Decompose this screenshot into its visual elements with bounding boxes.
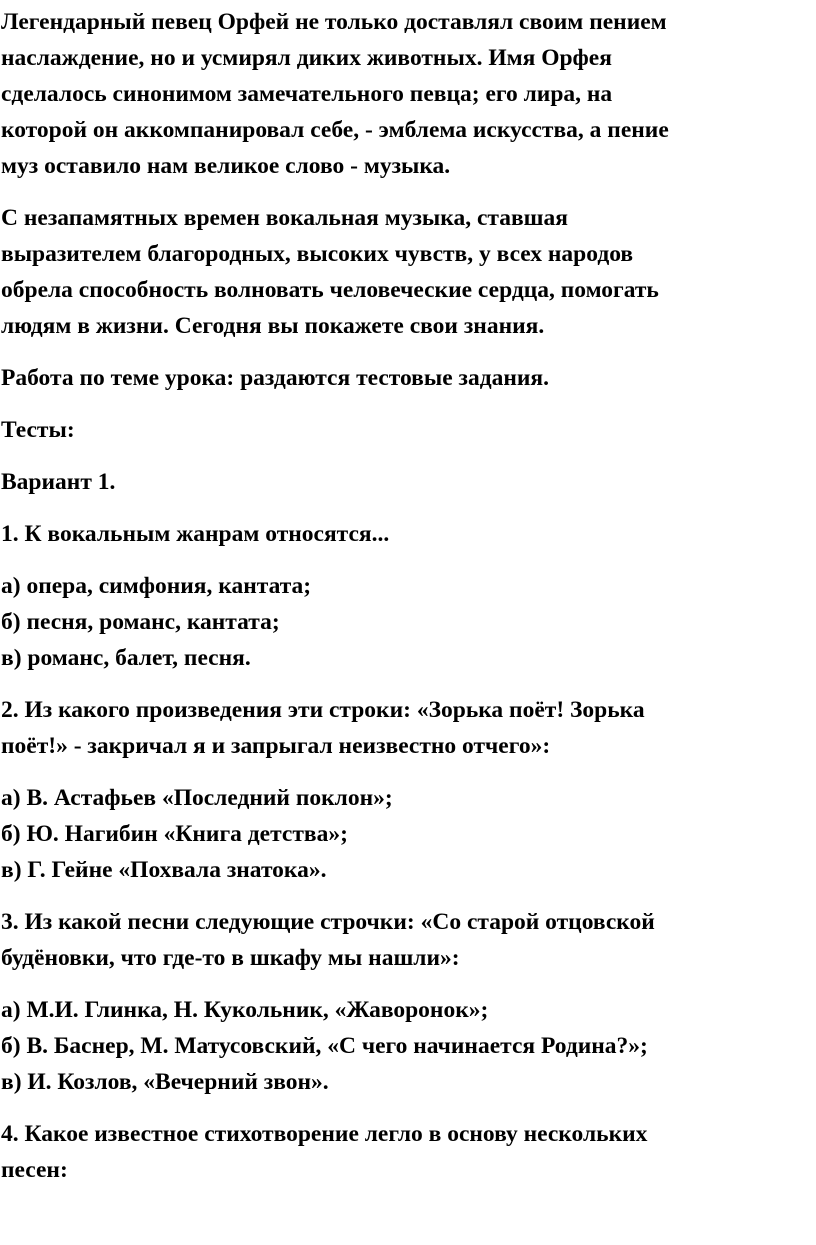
question-line: будёновки, что где-то в шкафу мы нашли»:: [1, 945, 460, 971]
tests-heading: [1, 412, 809, 448]
answer-option: б) песня, романс, кантата;: [1, 609, 280, 635]
text-line: Тесты:: [1, 417, 75, 443]
question-line: 3. Из какой песни следующие строчки: «Со старой отцовской: [1, 909, 655, 935]
text-line: муз оставило нам великое слово - музыка.: [1, 153, 451, 179]
question-line: 4. Какое известное стихотворение легло в основу нескольких: [1, 1121, 648, 1147]
text-line: С незапамятных времен вокальная музыка, ставшая: [1, 205, 568, 231]
question-line: 2. Из какого произведения эти строки: «Зорька поёт! Зорька: [1, 697, 645, 723]
question-1: [1, 516, 809, 552]
answer-option: а) В. Астафьев «Последний поклон»;: [1, 785, 393, 811]
question-line: поёт!» - закричал я и запрыгал неизвестно отчего»:: [1, 733, 551, 759]
answer-option: б) Ю. Нагибин «Книга детства»;: [1, 821, 348, 847]
question-2-options: [1, 780, 809, 888]
answer-option: а) М.И. Глинка, Н. Кукольник, «Жаворонок»;: [1, 997, 489, 1023]
question-line: песен:: [1, 1157, 68, 1183]
work-instruction: [1, 360, 809, 396]
question-3-options: [1, 992, 809, 1100]
answer-option: в) Г. Гейне «Похвала знатока».: [1, 857, 327, 883]
intro-paragraph-orpheus: [1, 4, 809, 184]
question-1-options: [1, 568, 809, 676]
text-line: Легендарный певец Орфей не только доставлял своим пением: [1, 9, 667, 35]
question-line: 1. К вокальным жанрам относятся...: [1, 521, 390, 547]
variant-heading: [1, 464, 809, 500]
answer-option: а) опера, симфония, кантата;: [1, 573, 312, 599]
text-line: людям в жизни. Сегодня вы покажете свои знания.: [1, 313, 545, 339]
question-2: [1, 692, 809, 764]
text-line: Вариант 1.: [1, 469, 116, 495]
answer-option: в) романс, балет, песня.: [1, 645, 251, 671]
answer-option: в) И. Козлов, «Вечерний звон».: [1, 1069, 329, 1095]
intro-paragraph-vocal-music: [1, 200, 809, 344]
text-line: сделалось синонимом замечательного певца; его лира, на: [1, 81, 613, 107]
text-line: которой он аккомпанировал себе, - эмблема искусства, а пение: [1, 117, 669, 143]
text-line: обрела способность волновать человеческие сердца, помогать: [1, 277, 659, 303]
answer-option: б) В. Баснер, М. Матусовский, «С чего начинается Родина?»;: [1, 1033, 648, 1059]
text-line: выразителем благородных, высоких чувств, у всех народов: [1, 241, 634, 267]
question-4: [1, 1116, 809, 1188]
text-line: Работа по теме урока: раздаются тестовые задания.: [1, 365, 550, 391]
text-line: наслаждение, но и усмирял диких животных. Имя Орфея: [1, 45, 612, 71]
question-3: [1, 904, 809, 976]
